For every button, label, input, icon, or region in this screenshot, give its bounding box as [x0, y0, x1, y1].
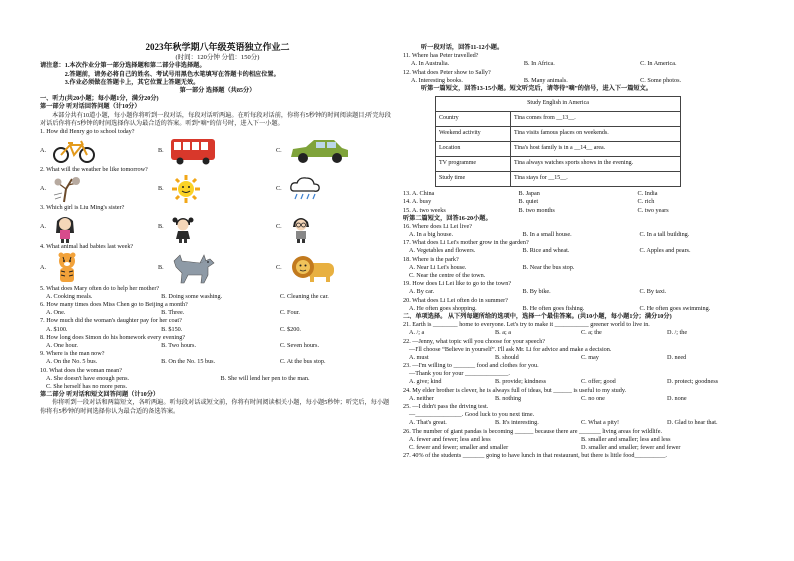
question-4: 4. What animal had babies last week? — [40, 242, 134, 250]
note-item: 3.作业必须做在答题卡上，其它位置上答题无效。 — [64, 78, 200, 86]
option-c: C. Cleaning the car. — [279, 292, 329, 300]
option-b: B. By bike. — [522, 288, 551, 296]
table-key: Study time — [436, 172, 511, 187]
question-26 — [403, 428, 753, 453]
option-a: A. $100. — [46, 325, 68, 333]
question-17 — [403, 239, 753, 255]
question-7 — [40, 317, 395, 333]
option-b: B. smaller and smaller; less and less — [581, 435, 671, 443]
q2-pictures: A. B. C. — [40, 174, 395, 204]
option-c: C. By taxi. — [639, 288, 667, 296]
table-value: Tina comes from __13__. — [511, 112, 681, 127]
question-14 — [403, 198, 753, 206]
girl-glasses-icon — [288, 213, 314, 243]
question-23 — [403, 362, 753, 387]
notes-label: 请注意： — [40, 62, 65, 70]
option-d: D. smaller and smaller; fewer and fewer — [581, 443, 681, 451]
option-b: B. two months — [518, 206, 555, 214]
question-5 — [40, 285, 395, 301]
option-b: B. Many animals. — [523, 76, 568, 84]
table-value: Tina stays for __15__. — [511, 172, 681, 187]
question-text: 18. Where is the park? — [403, 255, 459, 263]
question-text: 9. Where is the man now? — [40, 350, 105, 358]
table-row — [436, 112, 681, 127]
option-b: B. On the No. 15 bus. — [161, 358, 216, 366]
option-a: A. On the No. 5 bus. — [46, 358, 98, 366]
option-c: C. $200. — [279, 325, 301, 333]
option-c: C. fewer and fewer; smaller and smaller — [409, 443, 509, 451]
question-text: 8. How long does Simon do his homework every evening? — [40, 333, 186, 341]
windy-tree-icon — [52, 175, 82, 203]
option-a: A. must — [409, 353, 429, 361]
girl-long-hair-icon — [52, 213, 78, 243]
option-a: 13. A. China — [403, 190, 435, 198]
option-d: D. none — [667, 394, 687, 402]
option-d: D. /; the — [667, 329, 688, 337]
table-row — [436, 127, 681, 142]
question-text: 17. What does Li Lei's mother grow in the garden? — [403, 239, 529, 247]
option-b: B. a; a — [495, 329, 511, 337]
option-c: C. She herself has no more pens. — [46, 382, 128, 390]
option-b: B. quiet — [518, 198, 539, 206]
table-key: Weekend activity — [436, 127, 511, 142]
option-b: B. Rice and wheat. — [522, 247, 570, 255]
option-a: A. Interesting books. — [411, 76, 463, 84]
option-c: C. Four. — [279, 309, 300, 317]
option-a: A. That's great. — [409, 419, 447, 427]
question-text: 6. How many times does Miss Chen go to Beijing a month? — [40, 301, 188, 309]
option-a: A. She doesn't have enough pens. — [46, 374, 130, 382]
question-16 — [403, 223, 753, 239]
subpart1-title: 第一部分 听对话回答问题（计10分） — [40, 103, 141, 111]
car-icon — [288, 137, 350, 165]
option-b: B. In Africa. — [523, 60, 555, 68]
option-b: B. Two hours. — [161, 342, 197, 350]
option-c: C. no one — [581, 394, 605, 402]
dialog-title: 听一段对话，回答11-12小题。 — [421, 44, 504, 51]
option-b: B. nothing — [495, 394, 522, 402]
question-21 — [403, 321, 753, 337]
subpart2-intro: 你将听到一段对话和两篇短文，各听两遍。听每段对话或短文前，你将有时间阅读相关小题，每小题5秒钟；听完后，每小题你将有5秒钟的时间选择你认为最合适的备选答案。 — [40, 399, 390, 415]
option-b: B. He often goes fishing. — [522, 304, 585, 312]
option-a: A. /; a — [409, 329, 425, 337]
section1-title: 一、听力(共20小题；每小题1分，满分20分) — [40, 95, 159, 103]
option-c: C. India — [637, 190, 658, 198]
option-c: C. Seven hours. — [279, 342, 319, 350]
option-a: A. One. — [46, 309, 66, 317]
table-value: Tina visits famous places on weekends. — [511, 127, 681, 142]
option-a: A. Vegetables and flowers. — [409, 247, 476, 255]
question-8 — [40, 334, 395, 350]
girl-ponytail-icon — [170, 213, 196, 243]
question-11 — [403, 52, 753, 68]
option-b: B. provide; kindness — [495, 378, 547, 386]
option-c: C. He often goes swimming. — [639, 304, 711, 312]
question-13 — [403, 190, 753, 198]
option-a: A. One hour. — [46, 342, 78, 350]
option-c: C. may — [581, 353, 599, 361]
question-12 — [403, 69, 753, 85]
question-text: 25. —I didn't pass the driving test. — [403, 403, 489, 410]
option-c: C. a; the — [581, 329, 602, 337]
question-25 — [403, 403, 753, 428]
option-c: C. offer; good — [581, 378, 616, 386]
option-c: C. In America. — [640, 60, 677, 68]
option-a: A. Cooking meals. — [46, 292, 93, 300]
q4-pictures: A. B. C. — [40, 251, 395, 285]
question-text: 23. —I'm willing to _______ food and clothes for you. — [403, 362, 539, 370]
option-b: B. In a small house. — [522, 231, 572, 239]
question-2: 2. What will the weather be like tomorrow? — [40, 166, 148, 174]
wolf-icon — [170, 251, 216, 285]
option-a: A. In Australia. — [411, 60, 450, 68]
option-b: B. $150. — [161, 325, 183, 333]
bicycle-icon — [52, 138, 96, 164]
option-d: D. need — [667, 353, 687, 361]
option-c: C. At the bus stop. — [279, 358, 326, 366]
note-item: 1.本次作业分第一部分选择题和第二部分非选择题。 — [64, 62, 206, 70]
left-column — [40, 0, 395, 416]
bus-icon — [170, 137, 216, 165]
question-text: 19. How does Li Lei like to go to the town? — [403, 280, 512, 288]
tiger-icon — [52, 251, 82, 285]
table-value: Tina's host family is in a __14__ area. — [511, 142, 681, 157]
question-text: 5. What does Mary often do to help her mother? — [40, 284, 160, 292]
option-a: 14. A. busy — [403, 198, 432, 206]
option-a: A. neither — [409, 394, 434, 402]
option-b: B. Near the bus stop. — [522, 263, 575, 271]
option-c: C. Near the centre of the town. — [409, 272, 486, 279]
option-a: A. In a big house. — [409, 231, 453, 239]
question-text: 26. The number of giant pandas is becoming ______ because there are _______ living areas for wildlife. — [403, 427, 662, 435]
table-row — [436, 157, 681, 172]
option-c: C. Some photos. — [640, 76, 682, 84]
question-text: —_______________. Good luck to you next time. — [409, 411, 535, 419]
option-d: D. Glad to hear that. — [667, 419, 718, 427]
option-b: B. Three. — [161, 309, 185, 317]
question-text: 22. —Jenny, what topic will you choose for your speech? — [403, 337, 546, 345]
table-value: Tina always watches sports shows in the evening. — [511, 157, 681, 172]
question-3: 3. Which girl is Liu Ming's sister? — [40, 204, 125, 212]
info-table — [435, 96, 681, 187]
option-c: C. Apples and pears. — [639, 247, 691, 255]
subpart2-title: 第二部分 听对话和短文回答问题（计10分） — [40, 391, 160, 399]
option-b: B. It's interesting. — [495, 419, 539, 427]
question-text: 20. What does Li Lei often do in summer? — [403, 296, 508, 304]
question-20 — [403, 297, 753, 313]
option-b: B. should — [495, 353, 519, 361]
question-10 — [40, 367, 395, 392]
option-b: B. Japan — [518, 190, 540, 198]
option-c: C. In a tall building. — [639, 231, 690, 239]
question-1: 1. How did Henry go to school today? — [40, 127, 135, 135]
section2-title: 二、单项选择。 从下列每题所给的选项中，选择一个最佳答案。(共10小题，每小题1分；满分10分) — [403, 312, 672, 320]
page-title: 2023年秋学期八年级英语独立作业二 — [145, 42, 290, 52]
table-key: TV programme — [436, 157, 511, 172]
option-b: B. She will lend her pen to the man. — [220, 374, 310, 382]
question-text: 7. How much did the woman's daughter pay for her coat? — [40, 317, 182, 325]
q1-pictures: A. B. C. — [40, 136, 395, 166]
table-key: Location — [436, 142, 511, 157]
option-b: B. Doing some washing. — [161, 292, 223, 300]
question-text: —Thank you for your ______________. — [409, 370, 510, 378]
page-subtitle: (时间：120分钟 分值：150分) — [175, 53, 260, 61]
question-text: 10. What does the woman mean? — [40, 366, 123, 374]
part1-title: 第一部分 选择题（共85分） — [179, 87, 256, 95]
question-text: 24. My elder brother is clever, he is always full of ideas, but ______ is useful to my study. — [403, 386, 627, 394]
subpart1-intro: 本部分共有10道小题，每小题你将听到一段对话，每段对话听两遍。在听每段对话前，你将有5秒钟的时间阅读题目;听完每段对话后你将有5秒钟的时间选择你认为最合适的答案。听到“嘀”的信号时，进入下一小题。 — [40, 111, 391, 127]
option-a: A. Near Li Lei's house. — [409, 263, 467, 271]
note-item: 2.答题前，请务必将自己的姓名、考试号用黑色水笔填写在答题卡的相应位置。 — [64, 70, 280, 78]
option-d: D. protect; goodness — [667, 378, 719, 386]
question-15 — [403, 207, 753, 215]
passage1-title: 听第一篇短文，回答13-15小题。短文听完后，请等待“嘀”的信号，进入下一篇短文。 — [421, 84, 652, 92]
option-a: 15. A. two weeks — [403, 206, 446, 214]
option-c: C. What a pity! — [581, 419, 620, 427]
q3-pictures: A. B. C. — [40, 213, 395, 243]
question-text: 21. Earth is ________ home to everyone. Let's try to make it ___________ greener world to live in. — [403, 321, 650, 329]
option-c: C. rich — [637, 198, 655, 206]
table-caption: Study English in America — [436, 97, 681, 112]
question-text: 12. What does Peter show to Sally? — [403, 68, 491, 76]
option-c: C. two years — [637, 206, 669, 214]
question-27: 27. 40% of the students _______ going to have lunch in that restaurant, but there is little food__________. — [403, 452, 667, 460]
question-text: —I'll choose “Believe in yourself”. I'll ask Mr. Li for advice and make a decision. — [409, 345, 612, 353]
sun-icon — [170, 174, 202, 204]
question-text: 16. Where does Li Lei live? — [403, 222, 472, 230]
question-19 — [403, 280, 753, 296]
table-row — [436, 172, 681, 187]
question-6 — [40, 301, 395, 317]
question-18 — [403, 256, 753, 281]
option-a: A. fewer and fewer; less and less — [409, 435, 491, 443]
question-9 — [40, 350, 395, 366]
option-a: A. give; kind — [409, 378, 442, 386]
question-22 — [403, 338, 753, 363]
question-text: 11. Where has Peter travelled? — [403, 52, 479, 60]
notes — [40, 62, 395, 87]
table-row — [436, 142, 681, 157]
option-a: A. He often goes shopping. — [409, 304, 477, 312]
right-column — [403, 44, 753, 460]
rain-cloud-icon — [288, 175, 322, 203]
lion-icon — [288, 253, 338, 283]
question-24 — [403, 387, 753, 403]
table-key: Country — [436, 112, 511, 127]
option-a: A. By car. — [409, 288, 435, 296]
passage2-title: 听第二篇短文，回答16-20小题。 — [403, 214, 492, 222]
